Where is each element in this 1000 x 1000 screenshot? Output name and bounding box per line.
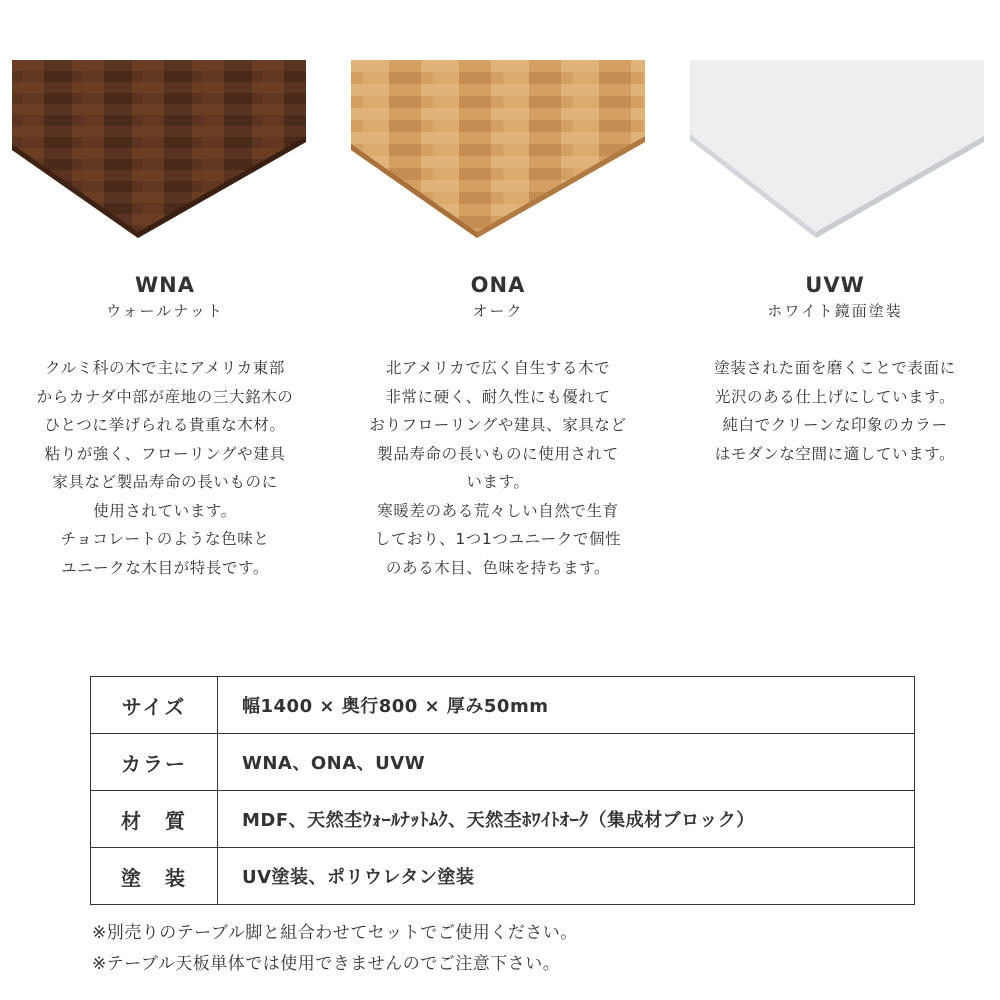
notes [92,918,578,980]
walnut-column [0,270,330,582]
spec-label: サイズ [91,677,218,734]
white-gloss-swatch-image [690,60,984,240]
product-name: ホワイト鏡面塗装 [767,302,903,320]
oak-swatch-image [351,60,645,240]
white-gloss-column [670,270,1000,468]
table-row [91,791,915,848]
product-description: クルミ科の木で主にアメリカ東部 からカナダ中部が産地の三大銘木の ひとつに挙げられる貴重な木材。 粘りが強く、フローリングや建具 家具など製品寿命の長いものに 使用されています。 チョコレートのような色味と ユニークな木目が特長です。 [36,359,294,577]
spec-value: UV塗装、ポリウレタン塗装 [218,848,915,905]
product-code: UVW [805,273,865,297]
table-row [91,734,915,791]
product-description: 北アメリカで広く自生する木で 非常に硬く、耐久性にも優れて おりフローリングや建具、家具など 製品寿命の長いものに使用されて います。 寒暖差のある荒々しい自然で生育 しており、1つ1つユニークで個性 のある木目、色味を持ちます。 [369,359,627,577]
product-code: WNA [135,273,195,297]
table-row [91,677,915,734]
spec-table [90,676,915,905]
spec-label: 塗 装 [91,848,218,905]
spec-label: カラー [91,734,218,791]
product-name: ウォールナット [106,302,224,320]
spec-value: 幅1400 × 奥行800 × 厚み50mm [218,677,915,734]
oak-column [333,270,663,582]
product-description: 塗装された面を磨くことで表面に 光沢のある仕上げにしています。 純白でクリーンな印象のカラー はモダンな空間に適しています。 [714,359,956,463]
note-line: ※別売りのテーブル脚と組合わせてセットでご使用ください。 [92,923,578,943]
spec-value: WNA、ONA、UVW [218,734,915,791]
walnut-swatch-image [12,60,306,240]
product-code: ONA [470,273,526,297]
spec-label: 材 質 [91,791,218,848]
spec-value: MDF、天然杢ｳｫｰﾙﾅｯﾄﾑｸ、天然杢ﾎﾜｲﾄｵｰｸ（集成材ブロック） [218,791,915,848]
table-row [91,848,915,905]
product-name: オーク [472,302,524,320]
note-line: ※テーブル天板単体では使用できませんのでご注意下さい。 [92,954,561,974]
